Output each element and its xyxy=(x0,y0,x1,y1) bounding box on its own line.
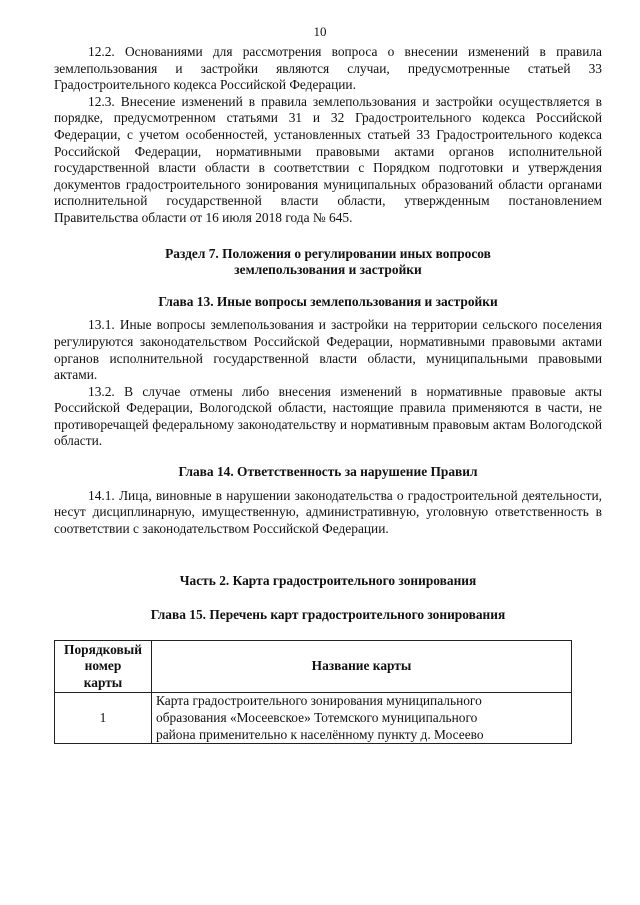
document-body xyxy=(54,44,602,744)
table-row xyxy=(55,693,572,744)
section-7-title xyxy=(54,246,602,279)
chapter-13-title: Глава 13. Иные вопросы землепользования и застройки xyxy=(158,293,498,309)
part-2-title: Часть 2. Карта градостроительного зонирования xyxy=(179,573,477,589)
paragraph-12-3: 12.3. Внесение изменений в правила землепользования и застройки осуществляется в порядке, предусмотренном статьями 31 и 32 Градостроительного кодекса Российской Федерации, с учетом особенностей, установленных статьей 33 Градостроительного кодекса Российской Федерации, нормативными правовыми актами органов исполнительной государственной власти области в соответствии с Порядком подготовки и утверждения документов градостроительного зонирования муниципальных образований области органами исполнительной государственной власти области, утвержденным постановлением Правительства области от 16 июля 2018 года № 645. xyxy=(54,93,602,225)
chapter-15-title: Глава 15. Перечень карт градостроительного зонирования xyxy=(150,607,506,623)
paragraph-14-1: 14.1. Лица, виновные в нарушении законодательства о градостроительной деятельности, несут дисциплинарную, имущественную, административную, уголовную ответственность в соответствии с законодательством Российской Федерации. xyxy=(54,487,602,536)
header-map-name: Название карты xyxy=(152,640,572,693)
paragraph-13-2: 13.2. В случае отмены либо внесения изменений в нормативные правовые акты Российской Федерации, Вологодской области, настоящие правила применяются в части, не противоречащей федеральному законодательству и нормативным правовым актам Вологодской области. xyxy=(54,383,602,449)
header-order-number: Порядковый номер карты xyxy=(55,640,152,693)
maps-table xyxy=(54,640,572,745)
row-map-name: Карта градостроительного зонирования муниципального образования «Мосеевское» Тотемского муниципального района применительно к населённому пункту д. Мосеево xyxy=(152,693,572,744)
row-number: 1 xyxy=(55,693,152,744)
section-7-title-line2: землепользования и застройки xyxy=(234,262,422,278)
section-7-title-line1: Раздел 7. Положения о регулировании иных вопросов xyxy=(165,245,491,261)
table-header-row xyxy=(55,640,572,693)
page-number: 10 xyxy=(313,24,327,39)
paragraph-13-1: 13.1. Иные вопросы землепользования и застройки на территории сельского поселения регулируются законодательством Российской Федерации, нормативными правовыми актами органов исполнительной государственной власти области, муниципальными правовыми актами. xyxy=(54,317,602,383)
chapter-14-title: Глава 14. Ответственность за нарушение Правил xyxy=(178,464,478,480)
paragraph-12-2: 12.2. Основаниями для рассмотрения вопроса о внесении изменений в правила землепользования и застройки являются случаи, предусмотренные статьей 33 Градостроительного кодекса Российской Федерации. xyxy=(54,44,602,93)
